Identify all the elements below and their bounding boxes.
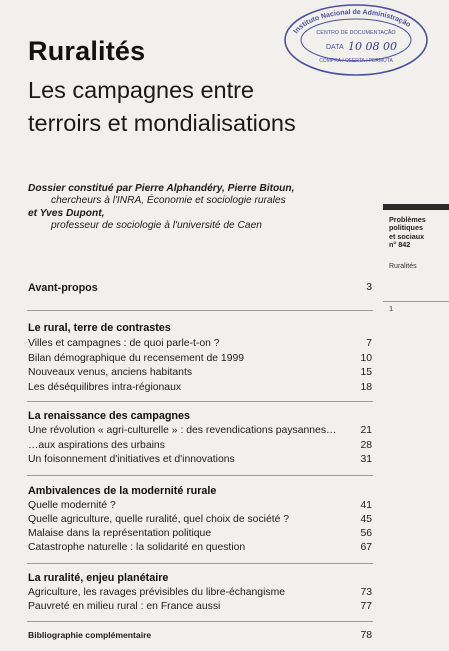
section-divider — [27, 310, 373, 311]
section-title: Le rural, terre de contrastes — [28, 322, 171, 334]
subtitle-line-1: Les campagnes entre — [28, 77, 255, 103]
toc-item[interactable]: Agriculture, les ravages prévisibles du libre-échangisme 73 — [28, 587, 372, 598]
section-title: La ruralité, enjeu planétaire — [28, 572, 169, 584]
toc-item-page: 3 — [366, 282, 372, 293]
toc-item[interactable]: Les déséquilibres intra-régionaux 18 — [28, 382, 372, 393]
publication-name: Problèmes politiques et sociaux n° 842 — [389, 215, 426, 250]
section-title: La renaissance des campagnes — [28, 410, 191, 422]
toc-item[interactable]: Nouveaux venus, anciens habitants 15 — [28, 367, 372, 378]
stamp-date-label: DATA — [326, 44, 344, 51]
toc-item[interactable]: Une révolution « agri-culturelle » : des revendications paysannes… 21 — [28, 425, 372, 436]
toc-item[interactable]: Un foisonnement d'initiatives et d'innovations 31 — [28, 454, 372, 465]
section-title: Ambivalences de la modernité rurale — [28, 485, 217, 497]
toc-item-label: Bibliographie complémentaire — [28, 630, 152, 640]
stamp-date-value: 10 08 00 — [348, 40, 397, 53]
toc-item[interactable]: Pauvreté en milieu rural : en France aussi 77 — [28, 601, 372, 612]
toc-item[interactable]: Catastrophe naturelle : la solidarité en question 67 — [28, 542, 372, 553]
sidebar-divider — [383, 301, 449, 302]
sidebar-bar — [383, 204, 449, 210]
toc-item[interactable]: Bilan démographique du recensement de 1999 10 — [28, 353, 372, 364]
toc-item[interactable]: …aux aspirations des urbains 28 — [28, 440, 372, 451]
toc-item[interactable]: Malaise dans la représentation politique 56 — [28, 528, 372, 539]
stamp-org-text: Instituto Nacional de Administração — [292, 8, 412, 36]
toc-item-page: 78 — [360, 630, 372, 641]
authors-second: et Yves Dupont, — [28, 207, 105, 219]
stamp-bottom-text: COMPRA / OFERTA / PERMUTA — [319, 58, 393, 64]
stamp-center-text: CENTRO DE DOCUMENTAÇÃO — [316, 30, 396, 36]
section-divider — [27, 621, 373, 622]
authors-block — [28, 183, 373, 233]
page-title: Ruralités — [28, 36, 146, 66]
authors-lead: Dossier constitué par Pierre Alphandéry, Pierre Bitoun, — [28, 183, 295, 194]
section-divider — [27, 475, 373, 476]
sidebar-subject: Ruralités — [389, 263, 417, 270]
toc-bibliography[interactable] — [28, 630, 372, 641]
sidebar-page-number: 1 — [389, 304, 394, 313]
toc-item[interactable]: Villes et campagnes : de quoi parle-t-on ? 7 — [28, 338, 372, 349]
authors-affiliation-1: chercheurs à l'INRA, Économie et sociologie rurales — [51, 195, 286, 207]
section-divider — [27, 563, 373, 564]
toc-avant-propos[interactable] — [28, 282, 372, 294]
toc-item-label: Avant-propos — [28, 282, 98, 294]
subtitle-line-2: terroirs et mondialisations — [28, 110, 296, 136]
section-divider — [27, 401, 373, 402]
archive-stamp — [282, 2, 430, 78]
authors-affiliation-2: professeur de sociologie à l'université de Caen — [51, 220, 262, 232]
toc-item[interactable]: Quelle modernité ? 41 — [28, 500, 372, 511]
toc-item[interactable]: Quelle agriculture, quelle ruralité, quel choix de société ? 45 — [28, 514, 372, 525]
